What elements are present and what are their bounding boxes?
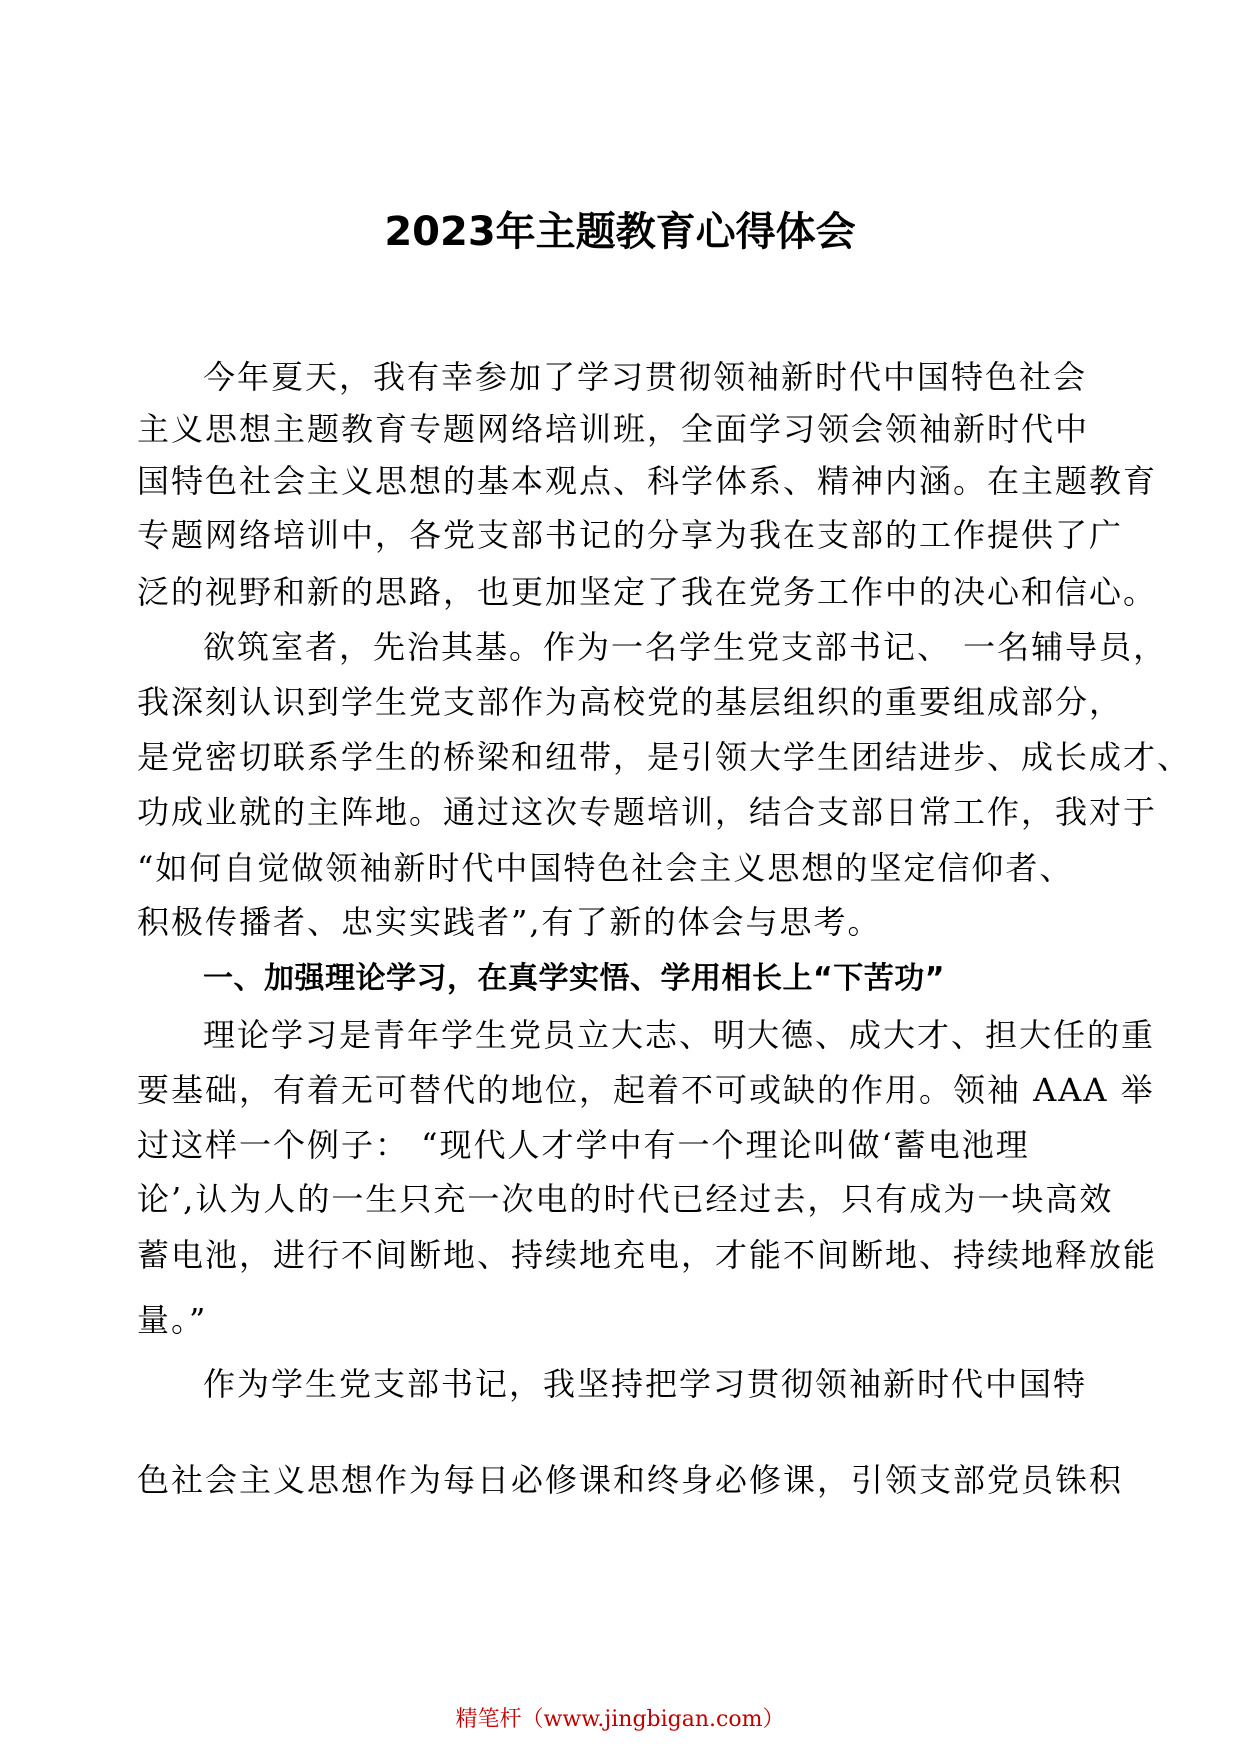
paragraph-line: 是党密切联系学生的桥梁和纽带，是引领大学生团结进步、成长成才、 (137, 738, 1192, 776)
paragraph-line: 我深刻认识到学生党支部作为高校党的基层组织的重要组成部分， (137, 683, 1124, 721)
paragraph-line: 泛的视野和新的思路，也更加坚定了我在党务工作中的决心和信心。 (137, 573, 1158, 611)
paragraph-line: 过这样一个例子： “现代人才学中有一个理论叫做‘蓄电池理 (137, 1126, 1030, 1164)
paragraph-line: “如何自觉做领袖新时代中国特色社会主义思想的坚定信仰者、 (137, 849, 1074, 887)
footer-watermark: 精笔杆（www.jingbigan.com） (455, 1707, 785, 1732)
paragraph-line: 主义思想主题教育专题网络培训班，全面学习领会领袖新时代中 (137, 410, 1090, 448)
paragraph-line: 作为学生党支部书记，我坚持把学习贯彻领袖新时代中国特 (203, 1365, 1088, 1403)
paragraph-line: 论’,认为人的一生只充一次电的时代已经过去，只有成为一块高效 (137, 1180, 1114, 1218)
paragraph-line: 专题网络培训中，各党支部书记的分享为我在支部的工作提供了广 (137, 516, 1124, 554)
paragraph-line: 蓄电池，进行不间断地、持续地充电，才能不间断地、持续地释放能 (137, 1236, 1158, 1274)
paragraph-line: 积极传播者、忠实实践者”,有了新的体会与思考。 (137, 903, 882, 941)
paragraph-line: 色社会主义思想作为每日必修课和终身必修课，引领支部党员铢积 (137, 1461, 1124, 1499)
section-heading: 一、加强理论学习，在真学实悟、学用相长上“下苦功” (203, 961, 945, 996)
paragraph-line: 要基础，有着无可替代的地位，起着不可或缺的作用。领袖 AAA 举 (137, 1071, 1155, 1109)
paragraph-line: 量。” (137, 1301, 208, 1339)
paragraph-line: 欲筑室者，先治其基。作为一名学生党支部书记、 一名辅导员， (203, 628, 1168, 666)
paragraph-line: 国特色社会主义思想的基本观点、科学体系、精神内涵。在主题教育 (137, 462, 1158, 500)
paragraph-line: 功成业就的主阵地。通过这次专题培训，结合支部日常工作，我对于 (137, 793, 1158, 831)
paragraph-line: 今年夏天，我有幸参加了学习贯彻领袖新时代中国特色社会 (203, 358, 1088, 396)
paragraph-line: 理论学习是青年学生党员立大志、明大德、成大才、担大任的重 (203, 1016, 1156, 1054)
document-title: 2023年主题教育心得体会 (384, 209, 856, 255)
